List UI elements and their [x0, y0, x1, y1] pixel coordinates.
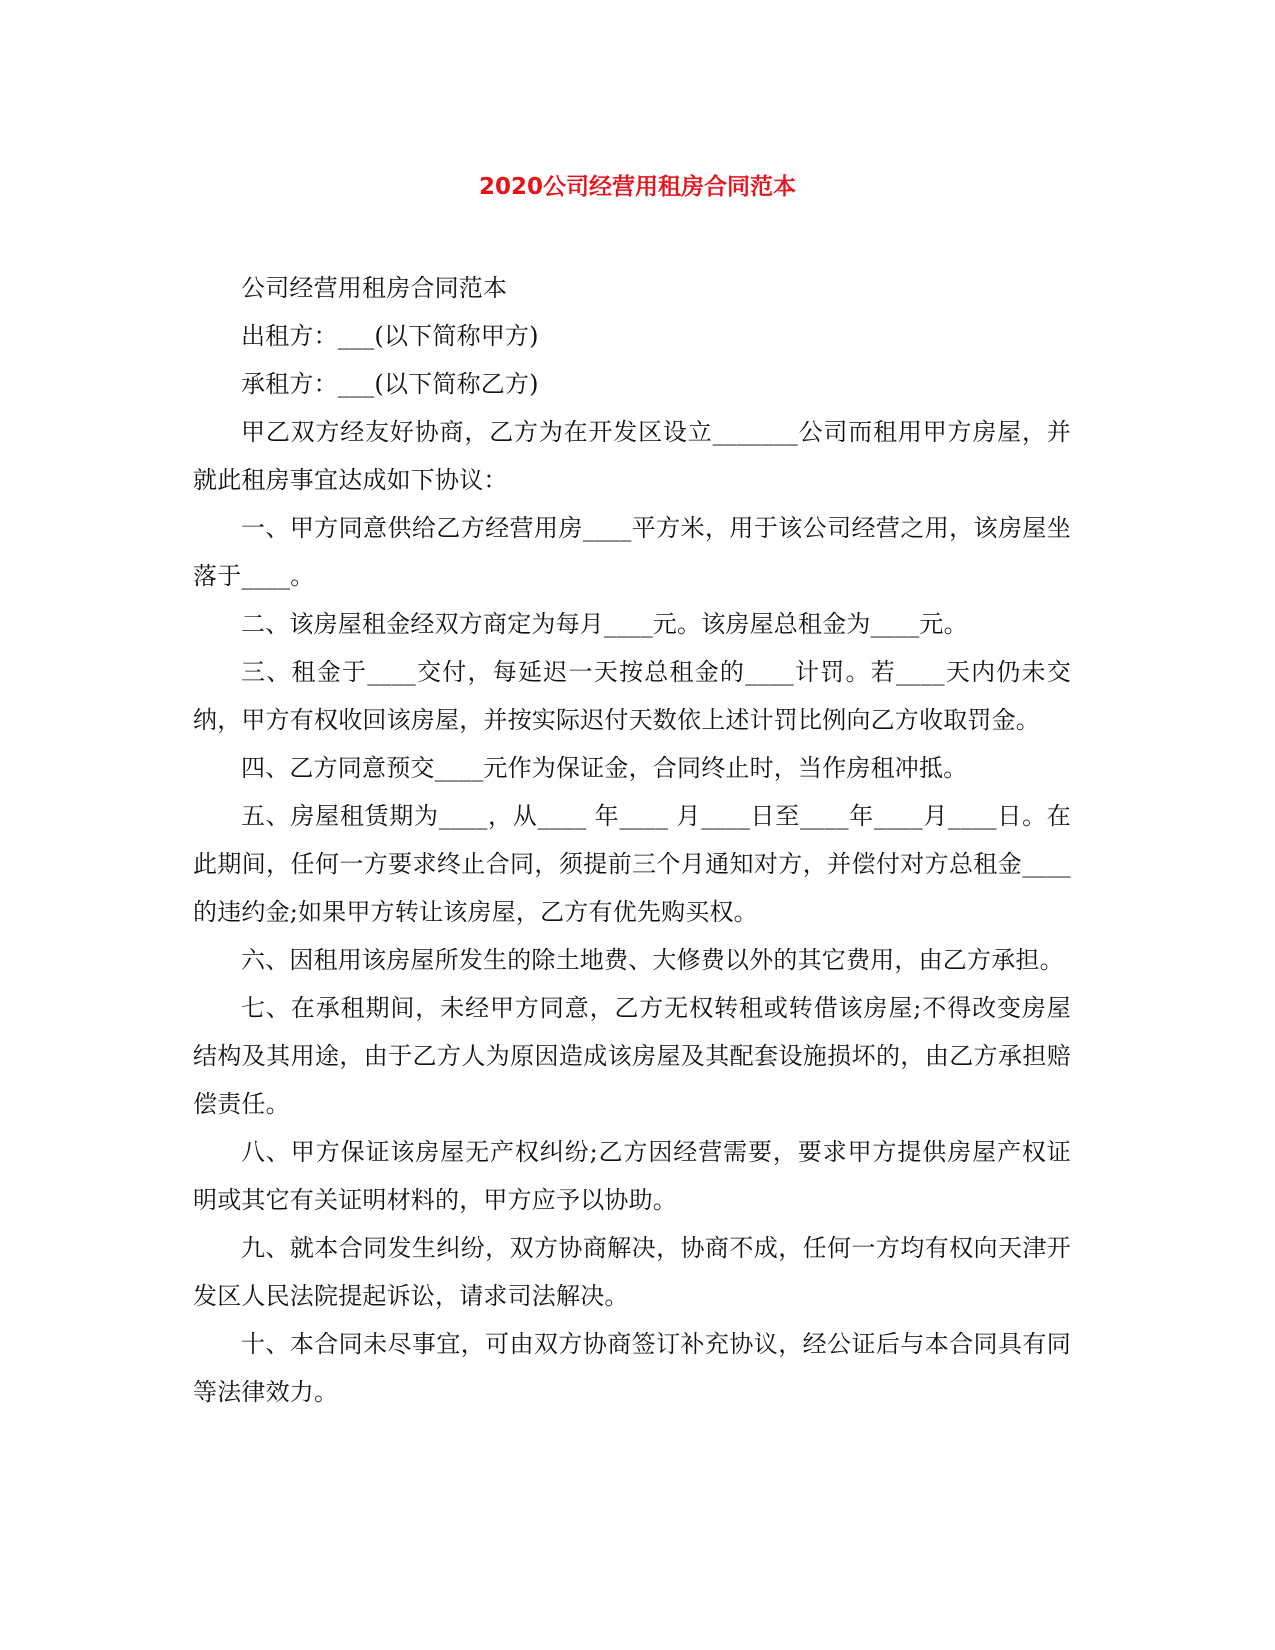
paragraph-clause-3: 三、租金于____交付，每延迟一天按总租金的____计罚。若____天内仍未交纳，甲方有权收回该房屋，并按实际迟付天数依上述计罚比例向乙方收取罚金。 [193, 658, 1071, 734]
paragraph-clause-6: 六、因租用该房屋所发生的除土地费、大修费以外的其它费用，由乙方承担。 [241, 946, 1064, 974]
paragraph-clause-4: 四、乙方同意预交____元作为保证金，合同终止时，当作房租冲抵。 [241, 754, 968, 782]
paragraph-clause-10: 十、本合同未尽事宜，可由双方协商签订补充协议，经公证后与本合同具有同等法律效力。 [193, 1330, 1071, 1406]
paragraph-preamble: 甲乙双方经友好协商，乙方为在开发区设立_______公司而租用甲方房屋，并就此租房事宜达成如下协议： [193, 418, 1071, 494]
document-title: 2020公司经营用租房合同范本 [478, 174, 796, 200]
paragraph-clause-5: 五、房屋租赁期为____，从____ 年____ 月____日至____年____月____日。在此期间，任何一方要求终止合同，须提前三个月通知对方，并偿付对方总租金____的违约金;如果甲方转让该房屋，乙方有优先购买权。 [193, 802, 1071, 926]
paragraph-subtitle: 公司经营用租房合同范本 [241, 274, 508, 302]
paragraph-lessee: 承租方：___(以下简称乙方) [241, 370, 539, 398]
paragraph-clause-9: 九、就本合同发生纠纷，双方协商解决，协商不成，任何一方均有权向天津开发区人民法院提起诉讼，请求司法解决。 [193, 1234, 1071, 1310]
paragraph-clause-1: 一、甲方同意供给乙方经营用房____平方米，用于该公司经营之用，该房屋坐落于____。 [193, 514, 1071, 590]
paragraph-clause-7: 七、在承租期间，未经甲方同意，乙方无权转租或转借该房屋;不得改变房屋结构及其用途，由于乙方人为原因造成该房屋及其配套设施损坏的，由乙方承担赔偿责任。 [193, 994, 1071, 1118]
paragraph-clause-8: 八、甲方保证该房屋无产权纠纷;乙方因经营需要，要求甲方提供房屋产权证明或其它有关证明材料的，甲方应予以协助。 [193, 1138, 1071, 1214]
document-body [193, 264, 1071, 1416]
paragraph-clause-2: 二、该房屋租金经双方商定为每月____元。该房屋总租金为____元。 [241, 610, 968, 638]
paragraph-lessor: 出租方：___(以下简称甲方) [241, 322, 539, 350]
